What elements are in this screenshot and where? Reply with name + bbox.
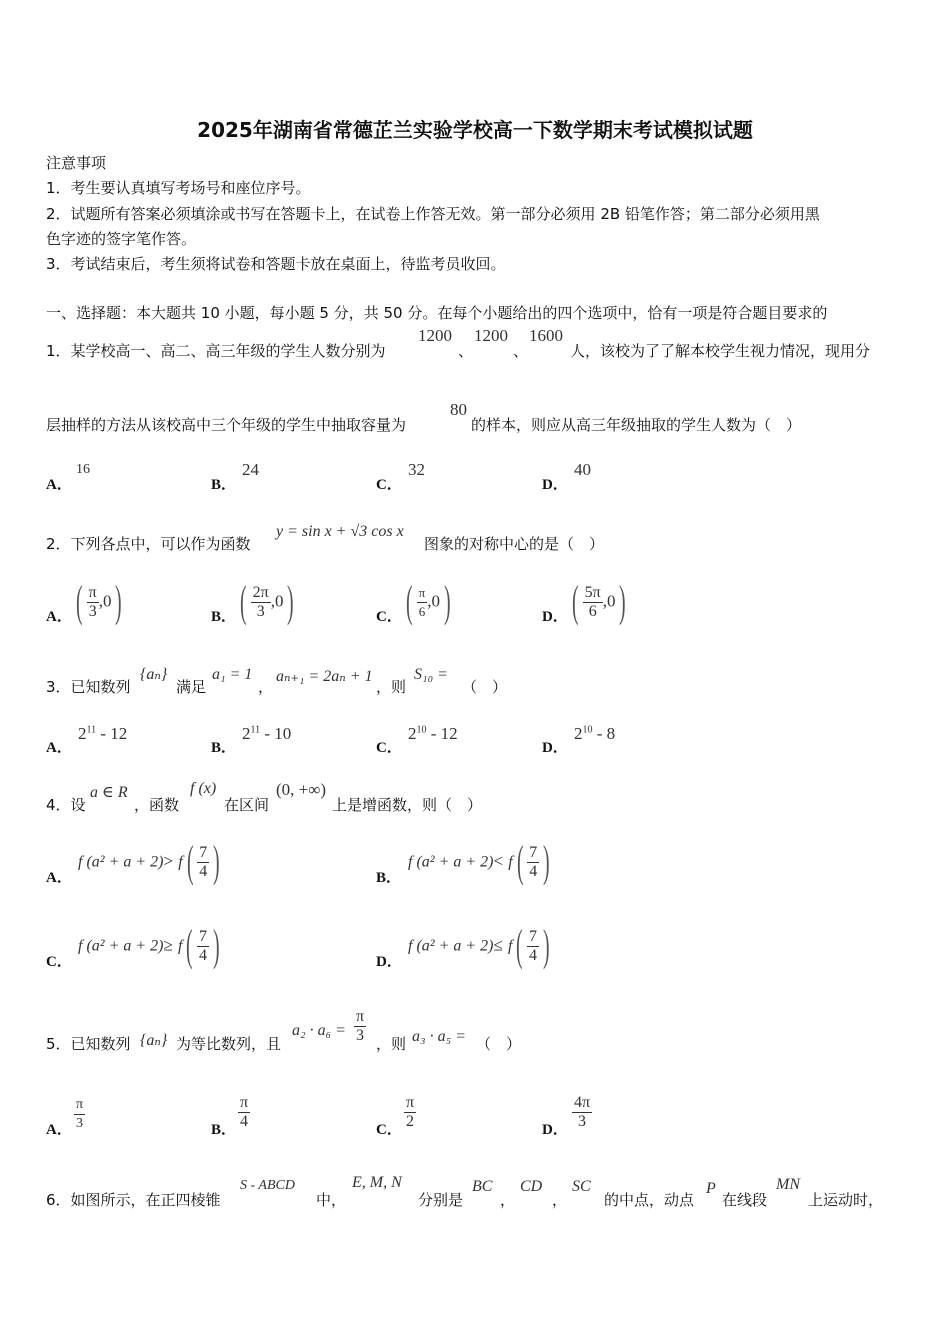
frac-den: 3 [578,1113,587,1130]
q2-function: y = sin x + √3 cos x [276,523,404,540]
option-value [404,1094,416,1131]
frac-num: π [240,1094,249,1111]
q6-edge: CD [520,1178,543,1195]
power-base: 2 [242,724,251,743]
option-value: f (a² + a + 2)> f( $\frac{7}{4}$ ) [78,837,220,886]
option-label: D． [542,740,568,756]
q5-text: （ ） [476,1035,522,1053]
option-value: f (a² + a + 2)≤ f( $\frac{7}{4}$ ) [408,921,550,970]
frac-den: 4 [529,862,538,880]
option-label: A． [46,870,72,886]
power-exp: 10 [582,724,593,736]
q4-function: f (x) [190,780,217,797]
option-value: ( $\frac{\pi}{3}$ ,0) [76,577,123,626]
q1-num: 1600 [529,326,563,345]
ineq-lhs: f (a² + a + 2) [78,853,164,871]
notice-item: 3．考试结束后，考生须将试卷和答题卡放在桌面上，待监考员收回。 [46,255,506,273]
option-label: C． [46,954,72,970]
q6-text: 的中点，动点 [604,1191,695,1209]
ineq-lhs: f (a² + a + 2) [408,853,494,871]
q5-fraction [354,1008,366,1045]
option-label: C． [376,477,402,493]
option-value: 16 [76,462,90,477]
option-value: ( $\frac{2\pi}{3}$ ,0) [240,577,295,626]
q5-target: a₃ · a₅ = [412,1028,466,1045]
option-label: C． [376,740,402,756]
q4-text: ，函数 [134,796,180,814]
frac-num: 2π [252,583,269,601]
q6-sep: ， [552,1191,568,1209]
option-label: D． [542,609,568,625]
power-exp: 11 [250,724,261,736]
q5-text: 为等比数列，且 [176,1035,282,1053]
q5-text: ，则 [376,1035,407,1053]
q5-sequence: {aₙ} [140,1032,168,1049]
q3-sequence: {aₙ} [140,666,168,683]
option-value: ( $\frac{\pi}{6}$ ,0) [406,577,451,626]
power-exp: 11 [86,724,97,736]
ineq-lhs: f (a² + a + 2) [408,937,494,955]
q3-condition: aₙ₊₁ = 2aₙ + 1 [276,668,373,685]
ineq-op: > [163,851,174,871]
notice-item: 色字迹的签字笔作答。 [46,230,197,248]
q4-text: 上是增函数，则（ ） [332,796,483,814]
page-title: 2025年湖南省常德芷兰实验学校高一下数学期末考试模拟试题 [197,118,753,142]
q6-edge: BC [472,1178,493,1195]
option-label: B． [211,477,237,493]
option-value [238,1094,250,1131]
notice-item: 1．考生要认真填写考场号和座位序号。 [46,179,311,197]
option-label: D． [542,477,568,493]
notice-item: 2．试题所有答案必须填涂或书写在答题卡上，在试卷上作答无效。第一部分必须用 2B 铅笔作答；第二部分必须用黑 [46,205,820,223]
frac-num: 7 [529,843,538,861]
option-value: f (a² + a + 2)≥ f( $\frac{7}{4}$ ) [78,921,220,970]
q2-text: 图象的对称中心的是（ ） [424,535,605,553]
option-value [74,1096,85,1133]
frac-num: π [74,1096,85,1115]
option-label: C． [376,609,402,625]
power-rest: - 12 [96,724,128,743]
ineq-lhs: f (a² + a + 2) [78,937,164,955]
option-label: A． [46,1122,72,1138]
q3-condition: a₁ = 1 [212,666,253,683]
frac-den: 3 [88,602,97,620]
q3-comma: ， [258,678,274,696]
notice-heading: 注意事项 [46,154,107,172]
q3-target: S₁₀ = [414,666,448,683]
frac-den: 3 [76,1116,84,1131]
frac-den: 6 [418,603,426,619]
frac-tail: ,0 [602,591,616,611]
q1-text: 1．某学校高一、高二、高三年级的学生人数分别为 [46,342,386,360]
q4-condition: a ∈ R [90,784,128,801]
option-value: f (a² + a + 2)< f( $\frac{7}{4}$ ) [408,837,550,886]
q6-text: 中， [316,1191,347,1209]
frac-den: 2 [406,1113,415,1130]
frac-den: 4 [240,1113,249,1130]
option-value: 32 [408,460,425,479]
frac-tail: ,0 [427,591,440,611]
q3-text: 3．已知数列 [46,678,131,696]
power-base: 2 [408,724,417,743]
frac-num: 5π [584,583,601,601]
frac-num: π [88,583,97,601]
frac-tail: ,0 [270,591,284,611]
q6-points: E, M, N [352,1174,402,1191]
power-rest: - 10 [260,724,292,743]
power-exp: 10 [416,724,427,736]
frac-den: 4 [529,946,538,964]
q6-text: 在线段 [722,1191,768,1209]
q1-text: 层抽样的方法从该校高中三个年级的学生中抽取容量为 [46,416,407,434]
ineq-rhs: f [508,853,513,871]
q5-text: 5．已知数列 [46,1035,131,1053]
q1-num: 1200 [474,326,508,345]
q1-text: 的样本，则应从高三年级抽取的学生人数为（ ） [471,416,802,434]
option-label: A． [46,477,72,493]
frac-den: 3 [356,1027,365,1044]
power-rest: - 12 [426,724,458,743]
option-value [78,724,127,744]
q1-sep: 、 [513,342,529,360]
q6-edge: SC [572,1178,591,1195]
option-value [574,724,615,744]
q5-product: a₂ · a₆ = [292,1022,346,1039]
q6-pyramid: S - ABCD [240,1178,295,1193]
q4-interval: (0, +∞) [276,780,327,799]
ineq-op: < [493,851,504,871]
ineq-op: ≤ [493,935,503,955]
power-base: 2 [574,724,583,743]
frac-den: 3 [256,602,265,620]
option-value: ( $\frac{5\pi}{6}$ ,0) [572,577,627,626]
power-rest: - 8 [592,724,616,743]
q1-sep: 、 [458,342,474,360]
option-value: 40 [574,460,591,479]
q6-text: 上运动时， [808,1191,884,1209]
option-label: D． [376,954,402,970]
frac-den: 6 [588,602,597,620]
ineq-op: ≥ [163,935,173,955]
option-label: B． [376,870,402,886]
option-label: D． [542,1122,568,1138]
power-base: 2 [78,724,87,743]
option-value [242,724,291,744]
q6-text: 6．如图所示，在正四棱锥 [46,1191,221,1209]
frac-num: π [417,584,428,603]
frac-tail: ,0 [98,591,112,611]
frac-num: 7 [529,927,538,945]
frac-den: 4 [199,946,208,964]
frac-num: 7 [199,843,208,861]
q4-text: 4．设 [46,796,86,814]
q6-point: P [706,1180,716,1197]
q1-text: 人，该校为了了解本校学生视力情况，现用分 [570,342,871,360]
option-value [572,1094,592,1131]
option-value [408,724,458,744]
frac-num: π [406,1094,415,1111]
frac-den: 4 [199,862,208,880]
q1-num: 1200 [418,326,452,345]
option-label: B． [211,740,237,756]
ineq-rhs: f [178,853,183,871]
q3-text: ，则 [376,678,407,696]
q1-num: 80 [450,400,467,419]
frac-num: 7 [199,927,208,945]
q2-text: 2．下列各点中，可以作为函数 [46,535,251,553]
q6-segment: MN [776,1176,800,1193]
q4-text: 在区间 [224,796,270,814]
option-label: A． [46,740,72,756]
q6-text: 分别是 [418,1191,464,1209]
section-heading: 一、选择题：本大题共 10 小题，每小题 5 分，共 50 分。在每个小题给出的四个选项中，恰有一项是符合题目要求的 [46,304,828,322]
ineq-rhs: f [507,937,513,955]
option-label: B． [211,609,237,625]
option-label: C． [376,1122,402,1138]
ineq-rhs: f [177,937,183,955]
option-label: B． [211,1122,237,1138]
frac-num: π [356,1008,365,1025]
frac-num: 4π [574,1094,591,1111]
q3-text: （ ） [462,678,508,696]
q3-text: 满足 [176,678,207,696]
option-label: A． [46,609,72,625]
option-value: 24 [242,460,259,479]
q6-sep: ， [500,1191,516,1209]
